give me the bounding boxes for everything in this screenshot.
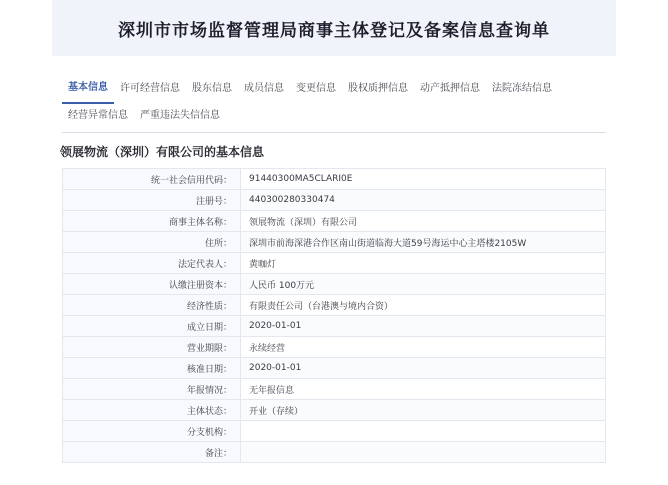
row-value: 有限责任公司（台港澳与境内合资） xyxy=(241,295,606,316)
section-title: 领展物流（深圳）有限公司的基本信息 xyxy=(60,145,265,159)
row-value: 无年报信息 xyxy=(241,379,606,400)
row-label: 法定代表人： xyxy=(63,253,241,274)
row-value xyxy=(241,421,606,442)
table-row xyxy=(63,169,606,190)
row-label: 年报情况： xyxy=(63,379,241,400)
row-label: 备注： xyxy=(63,442,241,463)
table-row xyxy=(63,379,606,400)
row-label: 住所： xyxy=(63,232,241,253)
tab-abnormal-operation-info[interactable]: 经营异常信息 xyxy=(68,110,128,121)
row-value: 人民币 100万元 xyxy=(241,274,606,295)
footer-spacer xyxy=(52,463,616,471)
row-label: 商事主体名称： xyxy=(63,211,241,232)
row-value: 440300280330474 xyxy=(241,190,606,211)
table-row xyxy=(63,442,606,463)
tab-basic-info[interactable]: 基本信息 xyxy=(62,76,114,104)
tab-chattel-mortgage-info[interactable]: 动产抵押信息 xyxy=(420,83,480,94)
row-label: 认缴注册资本： xyxy=(63,274,241,295)
tab-member-info[interactable]: 成员信息 xyxy=(244,83,284,94)
tab-bar xyxy=(52,56,616,133)
table-row xyxy=(63,232,606,253)
table-row xyxy=(63,316,606,337)
page-title: 深圳市市场监督管理局商事主体登记及备案信息查询单 xyxy=(118,20,550,41)
row-value: 领展物流（深圳）有限公司 xyxy=(241,211,606,232)
row-value: 永续经营 xyxy=(241,337,606,358)
row-value: 2020-01-01 xyxy=(241,316,606,337)
row-value: 91440300MA5CLARI0E xyxy=(241,169,606,190)
table-row xyxy=(63,190,606,211)
table-row xyxy=(63,400,606,421)
row-label: 主体状态： xyxy=(63,400,241,421)
document-title-bar xyxy=(52,0,616,56)
row-label: 注册号： xyxy=(63,190,241,211)
row-label: 营业期限： xyxy=(63,337,241,358)
row-value: 2020-01-01 xyxy=(241,358,606,379)
table-row xyxy=(63,421,606,442)
row-label: 经济性质： xyxy=(63,295,241,316)
row-label: 统一社会信用代码： xyxy=(63,169,241,190)
row-label: 分支机构： xyxy=(63,421,241,442)
row-label: 成立日期： xyxy=(63,316,241,337)
basic-info-table xyxy=(62,168,606,463)
table-row xyxy=(63,274,606,295)
row-value: 深圳市前海深港合作区南山街道临海大道59号海运中心主塔楼2105W xyxy=(241,232,606,253)
tab-court-freeze-info[interactable]: 法院冻结信息 xyxy=(492,83,552,94)
document-sheet xyxy=(52,0,616,485)
tab-license-info[interactable]: 许可经营信息 xyxy=(120,83,180,94)
table-row xyxy=(63,253,606,274)
tab-shareholder-info[interactable]: 股东信息 xyxy=(192,83,232,94)
table-row xyxy=(63,358,606,379)
tab-change-info[interactable]: 变更信息 xyxy=(296,83,336,94)
table-row xyxy=(63,211,606,232)
tab-equity-pledge-info[interactable]: 股权质押信息 xyxy=(348,83,408,94)
tab-list xyxy=(62,76,606,130)
tab-serious-violation-info[interactable]: 严重违法失信信息 xyxy=(140,110,220,121)
table-row xyxy=(63,295,606,316)
row-value: 开业（存续） xyxy=(241,400,606,421)
row-label: 核准日期： xyxy=(63,358,241,379)
row-value: 黄咖灯 xyxy=(241,253,606,274)
table-row xyxy=(63,337,606,358)
row-value xyxy=(241,442,606,463)
